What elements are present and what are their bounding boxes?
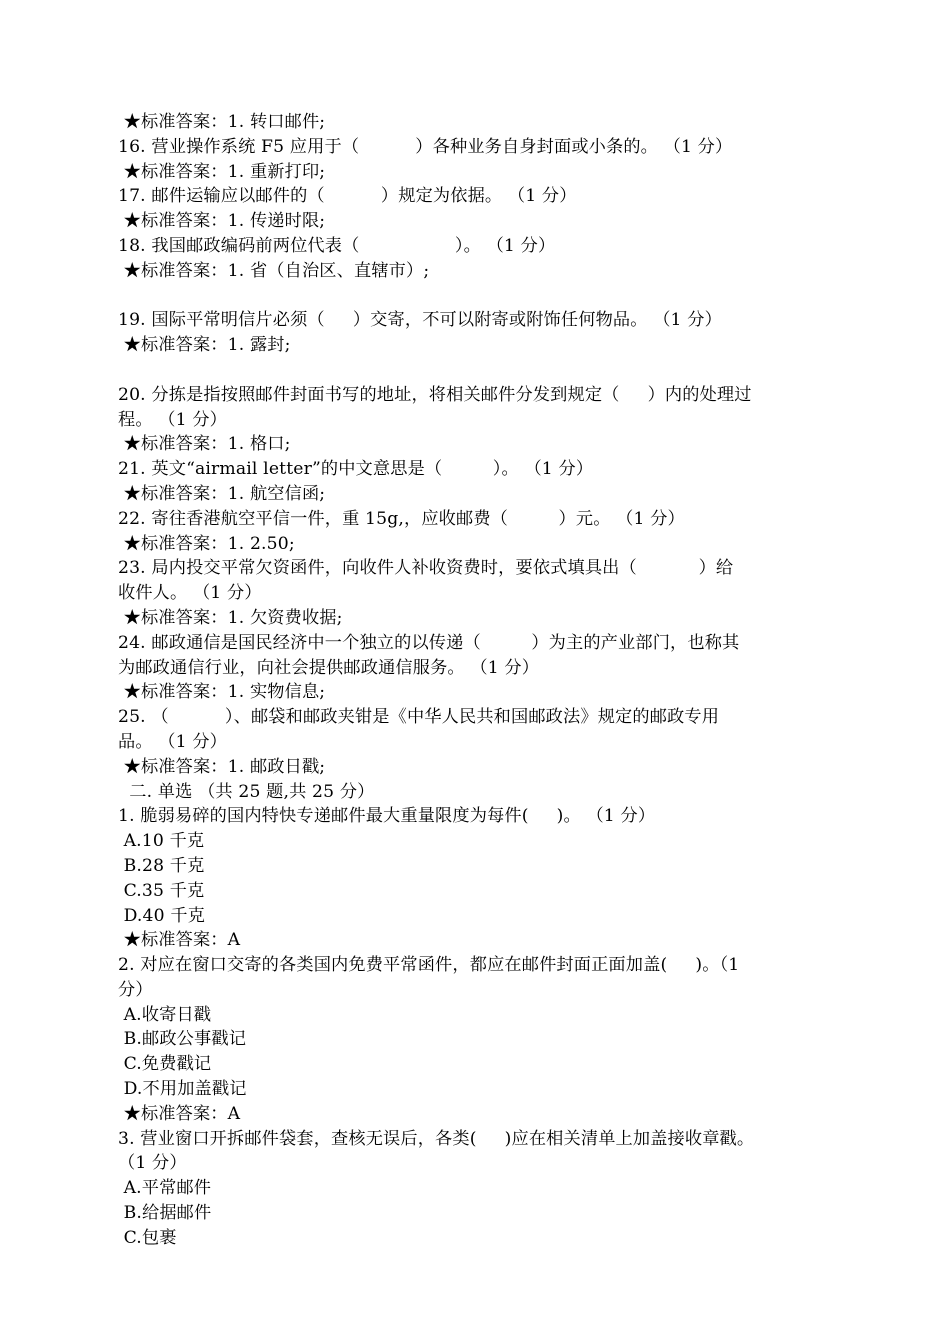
option-line: C.35 千克 [118,880,205,901]
question-line: 19. 国际平常明信片必须（ ）交寄，不可以附寄或附饰任何物品。 （1 分） [118,310,722,331]
option-line: A.10 千克 [118,831,205,852]
option-line: A.平常邮件 [118,1178,212,1199]
answer-line: ★标准答案：1. 重新打印; [118,161,326,182]
option-line: B.给据邮件 [118,1203,212,1224]
question-line: 23. 局内投交平常欠资函件，向收件人补收资费时，要依式填具出（ ）给 [118,558,734,579]
answer-line: ★标准答案：1. 实物信息; [118,682,326,703]
question-line: 17. 邮件运输应以邮件的（ ）规定为依据。 （1 分） [118,186,577,207]
option-line: C.免费戳记 [118,1054,212,1075]
question-line: 20. 分拣是指按照邮件封面书写的地址，将相关邮件分发到规定（ ）内的处理过 [118,384,752,405]
blank-line [118,358,823,383]
question-line: 3. 营业窗口开拆邮件袋套，查核无误后，各类( )应在相关清单上加盖接收章戳。 [118,1128,755,1149]
question-line: 25. （ ）、邮袋和邮政夹钳是《中华人民共和国邮政法》规定的邮政专用 [118,707,720,728]
section-heading: 二. 单选 （共 25 题,共 25 分） [118,781,375,802]
option-line: B.28 千克 [118,855,205,876]
question-line: （1 分） [118,1153,187,1174]
question-line: 程。 （1 分） [118,409,227,430]
answer-line: ★标准答案：A [118,1103,241,1124]
question-line: 18. 我国邮政编码前两位代表（ ）。 （1 分） [118,235,556,256]
question-line: 24. 邮政通信是国民经济中一个独立的以传递（ ）为主的产业部门，也称其 [118,632,740,653]
option-line: C.包裹 [118,1227,177,1248]
option-line: A.收寄日戳 [118,1004,212,1025]
question-line: 分） [118,979,153,1000]
question-line: 1. 脆弱易碎的国内特快专递邮件最大重量限度为每件( )。 （1 分） [118,806,656,827]
exam-document [118,110,823,1251]
answer-line: ★标准答案：1. 2.50; [118,533,295,554]
answer-line: ★标准答案：1. 露封; [118,335,291,356]
option-line: D.不用加盖戳记 [118,1079,247,1100]
option-line: B.邮政公事戳记 [118,1029,247,1050]
answer-line: ★标准答案：1. 邮政日戳; [118,756,326,777]
answer-line: ★标准答案：1. 欠资费收据; [118,607,343,628]
question-line: 16. 营业操作系统 F5 应用于（ ）各种业务自身封面或小条的。 （1 分） [118,136,733,157]
question-line: 品。 （1 分） [118,731,227,752]
answer-line: ★标准答案：1. 传递时限; [118,211,326,232]
answer-line: ★标准答案：1. 转口邮件; [118,112,326,132]
question-line: 2. 对应在窗口交寄的各类国内免费平常函件，都应在邮件封面正面加盖( )。（1 [118,955,740,976]
question-line: 21. 英文“airmail letter”的中文意思是（ ）。 （1 分） [118,459,594,480]
answer-line: ★标准答案：A [118,930,241,951]
answer-line: ★标准答案：1. 省（自治区、直辖市）; [118,260,430,281]
option-line: D.40 千克 [118,905,206,926]
question-line: 收件人。 （1 分） [118,583,262,604]
blank-line [118,284,823,309]
answer-line: ★标准答案：1. 航空信函; [118,483,326,504]
answer-line: ★标准答案：1. 格口; [118,434,291,455]
question-line: 22. 寄往香港航空平信一件，重 15g,，应收邮费（ ）元。 （1 分） [118,508,685,529]
question-line: 为邮政通信行业，向社会提供邮政通信服务。 （1 分） [118,657,540,678]
